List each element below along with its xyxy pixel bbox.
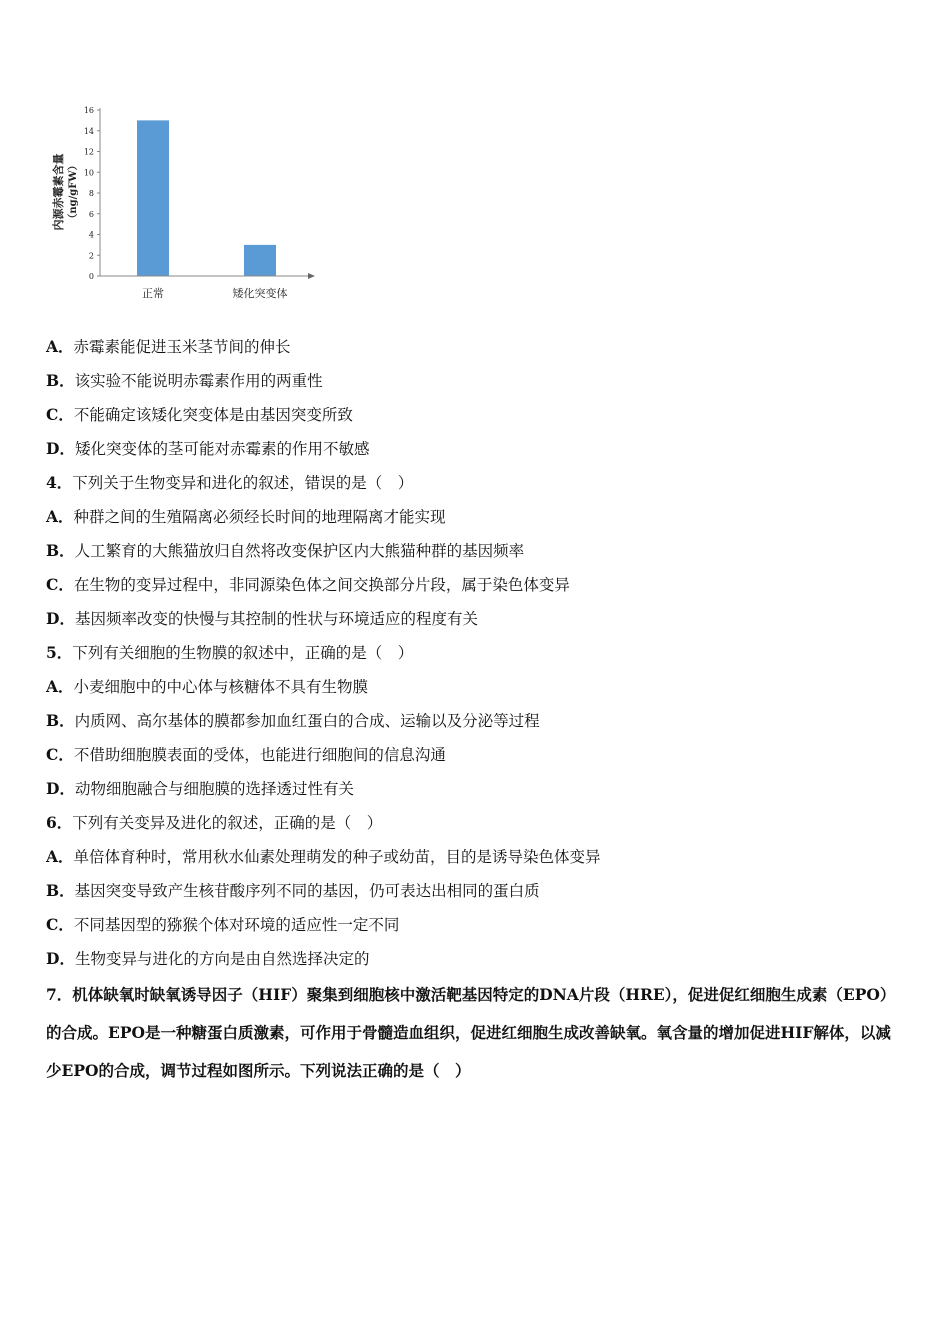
item-text: 赤霉素能促进玉米茎节间的伸长: [73, 338, 291, 356]
bar: [244, 245, 276, 276]
item-mark: 4．: [46, 473, 73, 492]
option-line: [46, 364, 906, 398]
item-text: 基因突变导致产生核苷酸序列不同的基因，仍可表达出相同的蛋白质: [74, 882, 540, 900]
item-text: 不能确定该矮化突变体是由基因突变所致: [73, 406, 353, 424]
option-line: [46, 738, 906, 772]
question-7: [46, 976, 906, 1090]
option-line: [46, 772, 906, 806]
y-tick-label: 0: [88, 272, 94, 281]
item-text: 单倍体育种时，常用秋水仙素处理萌发的种子或幼苗，目的是诱导染色体变异: [73, 848, 601, 866]
option-line: [46, 670, 906, 704]
item-text: 动物细胞融合与细胞膜的选择透过性有关: [74, 780, 354, 798]
item-mark: D．: [46, 609, 75, 628]
option-line: [46, 908, 906, 942]
item-mark: C．: [46, 405, 74, 424]
option-line: [46, 330, 906, 364]
x-axis-categories: [142, 286, 288, 300]
option-line: [46, 500, 906, 534]
item-text: 在生物的变异过程中，非同源染色体之间交换部分片段，属于染色体变异: [73, 576, 570, 594]
y-axis-ticks: [84, 106, 100, 281]
option-line: [46, 432, 906, 466]
y-tick-label: 14: [83, 126, 94, 136]
question-text: 机体缺氧时缺氧诱导因子（HIF）聚集到细胞核中激活靶基因特定的DNA片段（HRE），促进促红细胞生成素（EPO）的合成。EPO是一种糖蛋白质激素，可作用于骨髓造血组织，促进红细胞生成改善缺氧。氧含量的增加促进HIF解体，以减少EPO的合成，调节过程如图所示。下列说法正确的是（ ）: [46, 985, 896, 1080]
option-line: [46, 602, 906, 636]
item-text: 不同基因型的猕猴个体对环境的适应性一定不同: [73, 916, 400, 934]
y-tick-label: 2: [88, 251, 94, 261]
item-mark: B．: [46, 711, 75, 730]
option-line: [46, 840, 906, 874]
question-lines: [46, 330, 906, 976]
item-text: 不借助细胞膜表面的受体，也能进行细胞间的信息沟通: [73, 746, 446, 764]
question-stem: [46, 466, 906, 500]
y-tick-label: 16: [83, 106, 94, 115]
item-text: 内质网、高尔基体的膜都参加血红蛋白的合成、运输以及分泌等过程: [74, 712, 540, 730]
question-stem: [46, 806, 906, 840]
item-text: 小麦细胞中的中心体与核糖体不具有生物膜: [73, 678, 369, 696]
option-line: [46, 704, 906, 738]
x-category-label: 正常: [142, 287, 164, 300]
y-tick-label: 10: [83, 168, 94, 178]
item-mark: C．: [46, 575, 74, 594]
item-mark: A．: [46, 507, 74, 526]
y-axis-label: 内源赤霉素含量: [52, 153, 65, 231]
y-tick-label: 6: [88, 209, 94, 219]
item-text: 下列有关细胞的生物膜的叙述中，正确的是（ ）: [72, 644, 414, 662]
option-line: [46, 568, 906, 602]
option-line: [46, 942, 906, 976]
item-text: 生物变异与进化的方向是由自然选择决定的: [74, 950, 370, 968]
item-text: 该实验不能说明赤霉素作用的两重性: [74, 372, 323, 390]
bars: [137, 120, 276, 276]
option-line: [46, 398, 906, 432]
item-mark: A．: [46, 847, 74, 866]
question-content: [46, 330, 906, 1090]
item-text: 基因频率改变的快慢与其控制的性状与环境适应的程度有关: [74, 610, 478, 628]
item-mark: D．: [46, 439, 75, 458]
y-axis-unit: （ng/gFW）: [68, 160, 79, 224]
x-axis-arrow: [308, 273, 315, 279]
question-stem: [46, 636, 906, 670]
item-mark: 6．: [46, 813, 73, 832]
item-mark: D．: [46, 779, 75, 798]
question-number: 7．: [46, 985, 73, 1004]
bar: [137, 120, 169, 276]
y-tick-label: 12: [83, 147, 94, 157]
y-tick-label: 4: [88, 230, 94, 240]
item-mark: B．: [46, 881, 75, 900]
item-mark: C．: [46, 915, 74, 934]
item-text: 种群之间的生殖隔离必须经长时间的地理隔离才能实现: [73, 508, 446, 526]
item-text: 人工繁育的大熊猫放归自然将改变保护区内大熊猫种群的基因频率: [74, 542, 525, 560]
y-tick-label: 8: [88, 189, 94, 198]
option-line: [46, 874, 906, 908]
item-text: 下列关于生物变异和进化的叙述，错误的是（ ）: [72, 474, 414, 492]
item-mark: 5．: [46, 643, 73, 662]
item-mark: B．: [46, 371, 75, 390]
item-mark: C．: [46, 745, 74, 764]
item-text: 下列有关变异及进化的叙述，正确的是（ ）: [72, 814, 383, 832]
item-text: 矮化突变体的茎可能对赤霉素的作用不敏感: [74, 440, 370, 458]
bar-chart: [40, 96, 340, 310]
item-mark: B．: [46, 541, 75, 560]
item-mark: D．: [46, 949, 75, 968]
item-mark: A．: [46, 337, 74, 356]
x-category-label: 矮化突变体: [232, 287, 288, 300]
option-line: [46, 534, 906, 568]
item-mark: A．: [46, 677, 74, 696]
